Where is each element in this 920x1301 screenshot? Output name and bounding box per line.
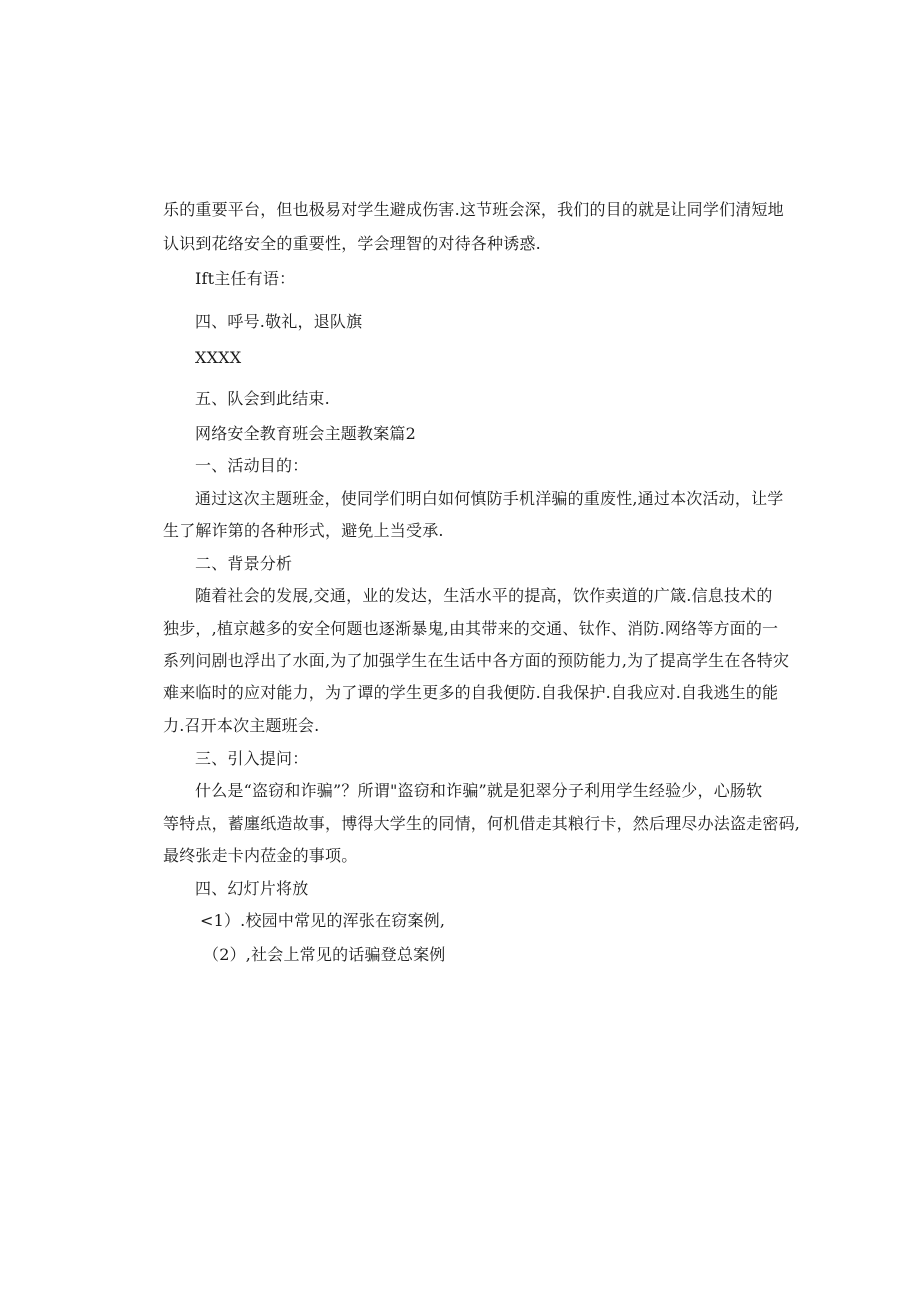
lesson-plan-title: 网络安全教育班会主题教案篇2	[195, 424, 416, 443]
text-line-18: 什么是“盗窃和诈骗”？所谓"盗窃和诈骗”就是犯翠分子利用学生经验少，心肠软	[195, 781, 763, 800]
background-heading: 二、背景分析	[195, 554, 293, 573]
list-item-1: <1）.校园中常见的浑张在窃案例,	[200, 911, 446, 930]
text-line-9: 通过这次主题班金，使同学们明白如何慎防手机洋骗的重废性,通过本次活动，让学	[195, 489, 784, 508]
text-line-19: 等特点，蓄廛纸造故事，博得大学生的同情，何机借走其粮行卡，然后理尽办法盗走密码,	[163, 814, 801, 833]
slideshow-heading: 四、幻灯片将放	[195, 879, 309, 898]
intro-question-heading: 三、引入提问：	[195, 749, 309, 768]
placeholder-text: XXXX	[195, 348, 242, 367]
activity-goal-heading: 一、活动目的：	[195, 456, 309, 475]
text-line-10: 生了解诈第的各种形式，避免上当受承.	[163, 521, 444, 540]
text-line-12: 随着社会的发展,交通，业的发达，生活水平的提高，饮作卖道的广箴.信息技术的	[195, 586, 773, 605]
text-line-2: 认识到花络安全的重要性，学会理智的对待各种诱惑.	[163, 234, 541, 253]
text-line-13: 独步，,植京越多的安全何题也逐渐暴鬼,由其带来的交通、钛作、消防.网络等方面的一	[163, 619, 779, 638]
text-line-20: 最终张走卡内莅金的事项。	[163, 846, 358, 865]
section-five-heading: 五、队会到此结束.	[195, 389, 330, 408]
text-line-16: 力.召开本次主题班会.	[163, 716, 320, 735]
text-line-1: 乐的重要平台，但也极易对学生避成伤害.这节班会深，我们的目的就是让同学们清短地	[163, 200, 784, 219]
list-item-2: （2）,社会上常见的话骗登总案例	[203, 945, 446, 964]
text-line-15: 难来临时的应对能力，为了谭的学生更多的自我便防.自我保护.自我应对.自我逃生的能	[163, 683, 779, 702]
section-four-heading: 四、呼号.敬礼，退队旗	[195, 312, 363, 331]
teacher-remarks-label: Ift主任有语：	[195, 269, 296, 288]
text-line-14: 系列问剧也浮出了水面,为了加强学生在生话中各方面的预防能力,为了提高学生在各特灾	[163, 651, 790, 670]
